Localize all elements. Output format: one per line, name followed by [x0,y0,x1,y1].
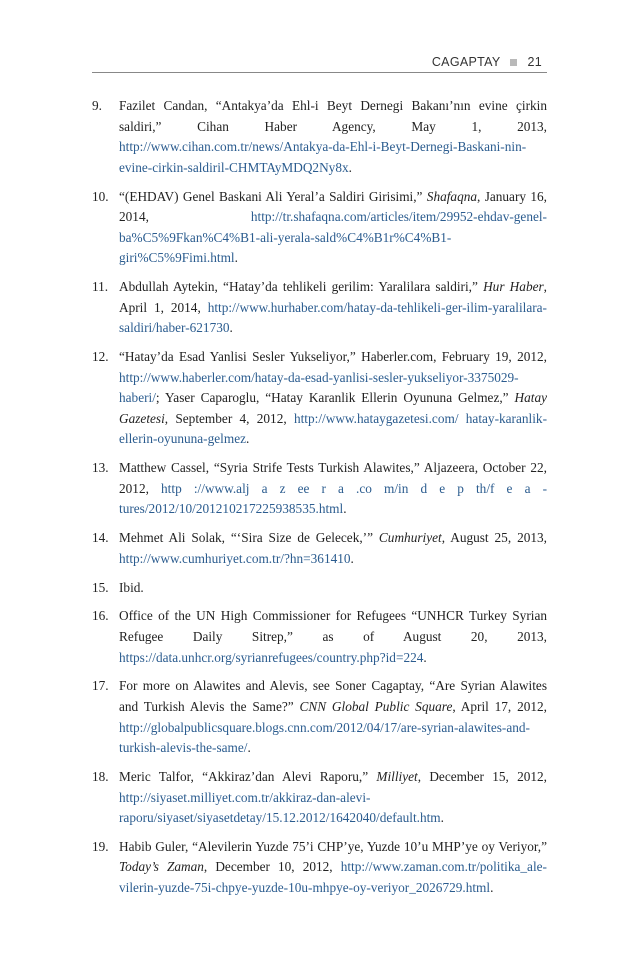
running-header [432,52,542,72]
endnote-number: 16. [92,608,109,624]
publication-title: Cumhuriyet [378,530,442,546]
citation-link[interactable]: http://www.hataygazetesi.com/ hatay-karanlik-ellerin-oyununa-gelmez [119,410,547,447]
citation-link[interactable]: https://data.unhcr.org/syrianrefugees/country.php?id=224 [119,649,424,665]
header-rule [92,72,547,73]
endnote [92,96,547,178]
endnote [92,347,547,450]
endnote-text [119,187,547,269]
endnote-number: 18. [92,768,109,784]
endnote [92,767,547,829]
endnote-number: 12. [92,349,109,365]
citation-text: Matthew Cassel, “Syria Strife Tests Turkish Alawites,” Aljazeera, October 22, 2012, [119,460,547,496]
citation-link[interactable]: http://www.cumhuriyet.com.tr/?hn=361410 [119,550,351,566]
publication-title: Hatay Gazetesi [119,390,547,426]
endnote-text [119,578,547,599]
citation-link[interactable]: http://siyaset.milliyet.com.tr/akkiraz-dan-alevi-raporu/siyaset/siyasetdetay/15.12.2012/1642040/default.htm [119,789,441,826]
citation-text: . [490,880,494,896]
endnote-text [119,96,547,178]
endnote-text [119,347,547,450]
citation-text: , April 17, 2012, [452,698,547,714]
page-number: 21 [527,55,542,69]
endnote-number: 15. [92,579,109,595]
endnote-number: 14. [92,530,109,546]
endnote-text [119,606,547,668]
citation-link[interactable]: http://tr.shafaqna.com/articles/item/29952-ehdav-genel-ba%C5%9Fkan%C4%B1-ali-yerala-sald%C4%B1r%C4%B1-giri%C5%9Fimi.html [119,209,547,266]
endnotes-list [92,96,547,907]
citation-text: . [348,159,352,175]
publication-title: Shafaqna [426,188,478,204]
publication-title: Today’s Zaman [119,859,204,875]
citation-text: , January 16, 2014, [119,188,547,225]
running-header-author: CAGAPTAY [431,55,501,69]
citation-text: ; Yaser Caparoglu, “Hatay Karanlik Ellerin Oyununa Gelmez,” [155,390,515,406]
publication-title: Hur Haber [483,279,544,295]
square-separator-icon [510,59,517,66]
publication-title: Milliyet [376,768,418,784]
citation-text: . [247,740,251,756]
citation-text: . [234,250,238,266]
citation-link[interactable]: http://globalpublicsquare.blogs.cnn.com/2012/04/17/are-syrian-alawites-and- turkish-alevis-the-same/ [119,719,530,756]
endnote [92,578,547,599]
citation-text: , September 4, 2012, [164,410,294,426]
citation-text: Abdullah Aytekin, “Hatay’da tehlikeli gerilim: Yaralilara saldiri,” [119,279,484,295]
citation-text: Fazilet Candan, “Antakya’da Ehl-i Beyt Dernegi Bakanı’nın evine çirkin saldiri,” Cihan Haber Agency, May 1, 2013, [119,98,547,134]
citation-text: . [440,810,444,826]
citation-text: Meric Talfor, “Akkiraz’dan Alevi Raporu,” [119,768,377,784]
citation-text: , August 25, 2013, [441,530,547,546]
endnote [92,837,547,899]
citation-text: , December 15, 2012, [417,768,547,784]
citation-text: Ibid. [119,579,144,595]
citation-text: . [246,431,250,447]
endnote-text [119,767,547,829]
endnote-text [119,676,547,758]
endnote-text [119,528,547,569]
endnote [92,277,547,339]
endnote [92,606,547,668]
citation-text: “(EHDAV) Genel Baskani Ali Yeral’a Saldiri Girisimi,” [119,188,427,204]
endnote-number: 19. [92,838,109,854]
citation-link[interactable]: http ://www.alj a z ee r a .co m/in d e p th/f e a - tures/2012/10/201210217225938535.html [119,480,547,517]
endnote-text [119,837,547,899]
endnote-number: 9. [92,98,102,113]
endnote-number: 10. [92,188,109,204]
citation-text: . [343,501,347,517]
citation-link[interactable]: http://www.zaman.com.tr/politika_ale- vilerin-yuzde-75i-chpye-yuzde-10u-mhpye-oy-veriyor_2026729.html [119,859,547,896]
citation-text: . [229,320,233,336]
citation-text: , April 1, 2014, [119,279,547,315]
endnote-number: 11. [92,279,109,295]
citation-text: Habib Guler, “Alevilerin Yuzde 75’i CHP’ye, Yuzde 10’u MHP’ye oy Veriyor,” [119,838,547,854]
publication-title: CNN Global Public Square [299,698,453,714]
endnote [92,458,547,520]
citation-text: Mehmet Ali Solak, “‘Sira Size de Gelecek,’” [119,530,379,546]
citation-text: . [423,649,427,665]
citation-text: “Hatay’da Esad Yanlisi Sesler Yukseliyor,” Haberler.com, February 19, 2012, [119,349,547,365]
endnote [92,676,547,758]
citation-text: Office of the UN High Commissioner for Refugees “UNHCR Turkey Syrian Refugee Daily Sitrep,” as of August 20, 2013, [119,608,547,644]
endnote-text [119,277,547,339]
citation-text: , December 10, 2012, [203,859,341,875]
endnote [92,187,547,269]
endnote-text [119,458,547,520]
citation-text: . [350,550,354,566]
endnote-number: 17. [92,678,109,694]
citation-link[interactable]: http://www.hurhaber.com/hatay-da-tehlikeli-ger-ilim-yaralilara-saldiri/haber-621730 [119,299,547,336]
citation-link[interactable]: http://www.haberler.com/hatay-da-esad-yanlisi-sesler-yukseliyor-3375029-haberi/ [119,369,519,406]
endnote [92,528,547,569]
endnote-number: 13. [92,460,109,476]
citation-text: For more on Alawites and Alevis, see Soner Cagaptay, “Are Syrian Alawites and Turkish Alevis the Same?” [119,678,547,714]
citation-link[interactable]: http://www.cihan.com.tr/news/Antakya-da-Ehl-i-Beyt-Dernegi-Baskani-nin-evine-cirkin-saldiril-CHMTAyMDQ2Ny8x [119,139,527,175]
